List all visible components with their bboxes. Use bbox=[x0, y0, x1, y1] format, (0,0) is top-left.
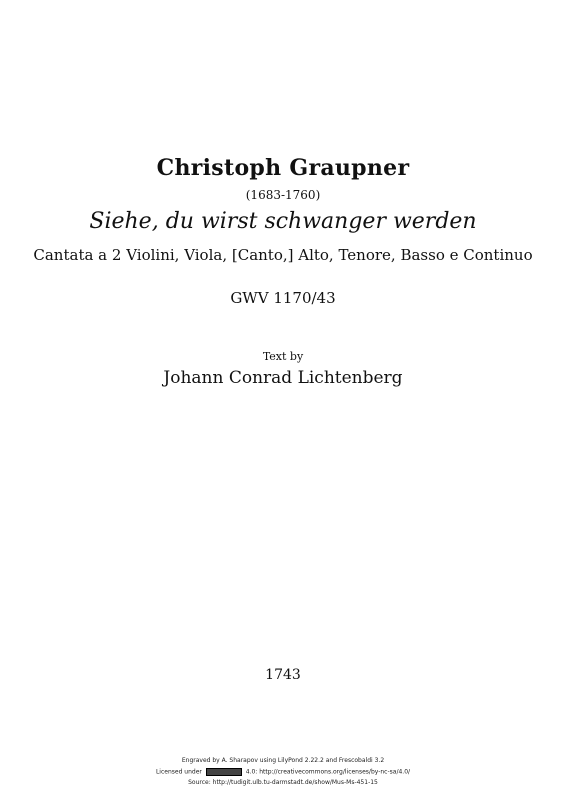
composition-year: 1743 bbox=[265, 667, 301, 683]
license-prefix: Licensed under bbox=[155, 768, 202, 776]
catalog-number: GWV 1170/43 bbox=[230, 289, 336, 307]
license-line bbox=[0, 768, 566, 776]
engraving-credit: Engraved by A. Sharapov using LilyPond 2.22.2 and Frescobaldi 3.2 bbox=[181, 757, 385, 764]
composer-dates: (1683-1760) bbox=[245, 188, 321, 202]
composer-name: Christoph Graupner bbox=[156, 155, 410, 181]
text-by-label: Text by bbox=[262, 350, 304, 363]
work-title: Siehe, du wirst schwanger werden bbox=[89, 209, 477, 234]
librettist-name: Johann Conrad Lichtenberg bbox=[163, 368, 403, 388]
cc-license-badge-icon bbox=[206, 768, 242, 776]
work-subtitle: Cantata a 2 Violini, Viola, [Canto,] Alto, Tenore, Basso e Continuo bbox=[33, 246, 533, 264]
license-suffix[interactable]: 4.0: http://creativecommons.org/licenses/by-nc-sa/4.0/ bbox=[245, 768, 411, 776]
source-line[interactable]: Source: http://tudigit.ulb.tu-darmstadt.de/show/Mus-Ms-451-15 bbox=[188, 779, 378, 786]
